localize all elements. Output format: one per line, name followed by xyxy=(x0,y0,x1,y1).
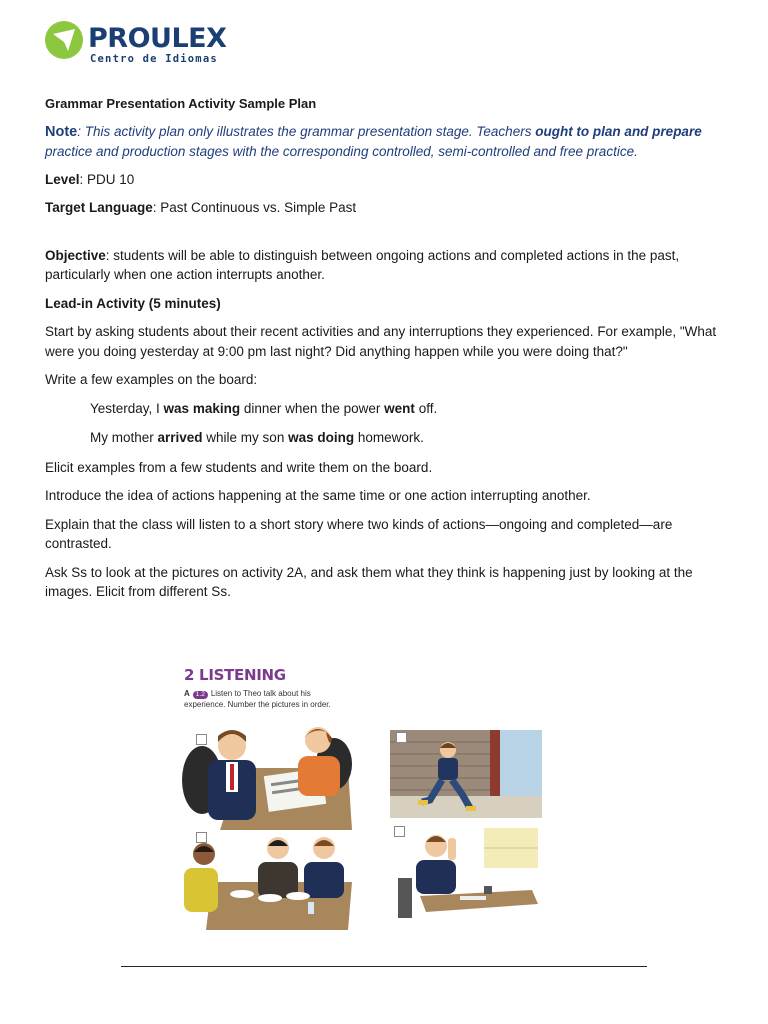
target-value: : Past Continuous vs. Simple Past xyxy=(152,200,357,215)
write-examples-paragraph: Write a few examples on the board: xyxy=(45,372,258,387)
level-line xyxy=(45,170,725,190)
picture-friends-dinner xyxy=(182,832,352,930)
note-text-end: practice and production stages with the corresponding controlled, semi-controlled and free practice. xyxy=(45,144,638,159)
document-title: Grammar Presentation Activity Sample Plan xyxy=(45,96,317,111)
example2-verb-continuous: was doing xyxy=(288,430,355,445)
note-emphasis: ought to plan and prepare xyxy=(535,123,702,139)
example1-part: dinner when the power xyxy=(240,400,385,416)
example-sentence-2 xyxy=(45,428,725,448)
note-paragraph xyxy=(45,122,725,162)
activity-letter: A xyxy=(184,689,190,698)
order-checkbox-4[interactable] xyxy=(394,826,405,837)
picture-business-meeting xyxy=(180,720,352,830)
picture-man-thinking xyxy=(390,826,542,920)
example1-part: off. xyxy=(414,400,438,416)
leadin-paragraph: Start by asking students about their recent activities and any interruptions they experienced. For example, "What were you doing yesterday at 9:00 pm last night? Did anything happen while you were doing that?" xyxy=(45,324,717,359)
objective-label: Objective xyxy=(45,247,106,263)
logo-subtitle: Centro de Idiomas xyxy=(90,53,218,65)
example1-verb-simple: went xyxy=(384,400,415,416)
level-value: : PDU 10 xyxy=(79,171,135,187)
instruction-text: Listen to Theo talk about his experience. Number the pictures in order. xyxy=(184,689,331,709)
audio-track-number: 1.2 xyxy=(195,691,205,698)
order-checkbox-2[interactable] xyxy=(396,732,407,743)
order-checkbox-3[interactable] xyxy=(196,832,207,843)
listening-instruction xyxy=(184,689,344,710)
example1-verb-continuous: was making xyxy=(163,400,241,416)
level-label: Level xyxy=(45,171,80,187)
audio-track-icon xyxy=(193,691,208,699)
example2-part: My mother xyxy=(90,430,158,445)
listening-title: 2 LISTENING xyxy=(184,666,286,684)
logo-name: PROULEX xyxy=(88,23,227,54)
elicit-paragraph: Elicit examples from a few students and write them on the board. xyxy=(45,459,433,475)
leadin-heading xyxy=(45,294,725,314)
leadin-heading-text: Lead-in Activity (5 minutes) xyxy=(45,295,221,311)
picture-man-running xyxy=(390,730,542,818)
objective-paragraph xyxy=(45,246,725,285)
target-language-line xyxy=(45,198,725,218)
note-label: Note xyxy=(45,123,78,140)
objective-value: : students will be able to distinguish between ongoing actions and completed actions in the past, particularly when one action interrupts another. xyxy=(45,247,680,282)
note-text: : This activity plan only illustrates the grammar presentation stage. Teachers xyxy=(77,123,536,139)
proulex-logo xyxy=(44,20,227,68)
document-body xyxy=(45,94,725,611)
example2-verb-simple: arrived xyxy=(157,430,203,445)
example2-part: homework. xyxy=(354,430,424,445)
order-checkbox-1[interactable] xyxy=(196,734,207,745)
footer-line xyxy=(121,966,647,967)
logo-arrow-icon xyxy=(44,20,84,60)
explain-paragraph: Explain that the class will listen to a short story where two kinds of actions—ongoing and completed—are contrasted. xyxy=(45,516,673,551)
target-label: Target Language xyxy=(45,200,153,215)
introduce-paragraph: Introduce the idea of actions happening at the same time or one action interrupting another. xyxy=(45,488,591,503)
example2-part: while my son xyxy=(202,430,289,445)
example1-part: Yesterday, I xyxy=(90,400,164,416)
example-sentence-1 xyxy=(45,399,725,419)
listening-activity-image xyxy=(178,660,550,932)
ask-paragraph: Ask Ss to look at the pictures on activity 2A, and ask them what they think is happening just by looking at the images. Elicit from different Ss. xyxy=(45,564,693,599)
